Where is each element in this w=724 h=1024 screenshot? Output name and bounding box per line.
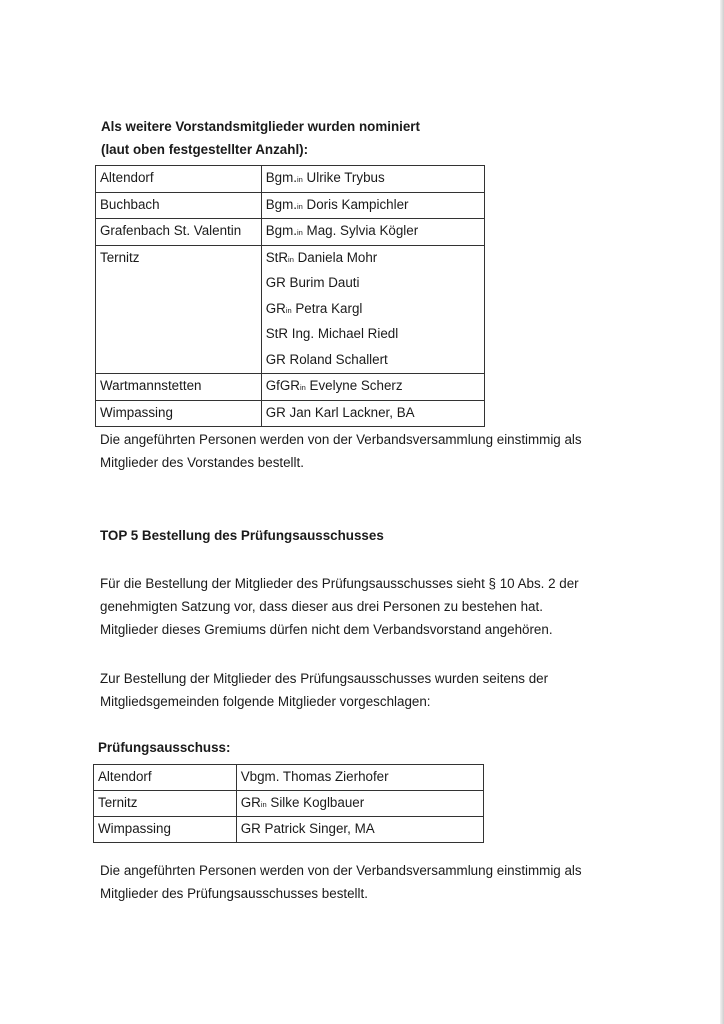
table-row xyxy=(96,192,485,219)
member-title: GfGR xyxy=(265,378,300,393)
gender-index: in xyxy=(299,383,306,392)
scan-edge xyxy=(720,0,724,1024)
member-title: Bgm. xyxy=(265,170,297,185)
member-name xyxy=(266,297,480,323)
table-row xyxy=(96,166,485,193)
top5-paragraph-2: Zur Bestellung der Mitglieder des Prüfungsausschusses wurden seitens der Mitgliedsgemeinden folgende Mitglieder vorgeschlagen: xyxy=(100,671,549,709)
table-row xyxy=(96,245,485,374)
table-row xyxy=(94,791,484,817)
top5-heading: TOP 5 Bestellung des Prüfungsausschusses xyxy=(100,528,384,543)
municipality-cell: Ternitz xyxy=(96,245,262,374)
gender-index: in xyxy=(260,800,267,809)
table-row xyxy=(94,765,484,791)
member-cell xyxy=(261,245,484,374)
municipality-cell: Wimpassing xyxy=(96,400,262,427)
member-cell xyxy=(261,166,484,193)
gender-index: in xyxy=(285,305,292,315)
member-name xyxy=(266,246,480,272)
municipality-cell: Altendorf xyxy=(96,166,262,193)
member-name xyxy=(266,219,480,245)
member-title: StR Ing. Michael Riedl xyxy=(265,326,399,341)
table-row xyxy=(96,374,485,401)
table-row xyxy=(94,817,484,843)
member-cell xyxy=(261,400,484,427)
member-title: GR Roland Schallert xyxy=(265,351,388,367)
member-cell xyxy=(261,192,484,219)
member-cell xyxy=(236,791,483,817)
section-heading-line2: (laut oben festgestellter Anzahl): xyxy=(101,142,309,157)
member-cell xyxy=(261,219,484,246)
member-surname: Daniela Mohr xyxy=(293,249,378,265)
member-title: GR xyxy=(240,795,261,810)
committee-result-text: Die angeführten Personen werden von der Verbandsversammlung einstimmig als Mitglieder des Prüfungsausschusses bestellt. xyxy=(100,863,582,901)
gender-index: in xyxy=(296,228,303,237)
member-name xyxy=(266,322,480,348)
member-surname: Mag. Sylvia Kögler xyxy=(302,223,419,238)
member-title: GR Patrick Singer, MA xyxy=(240,821,375,836)
municipality-cell: Altendorf xyxy=(94,765,237,791)
member-title: Bgm. xyxy=(265,196,297,212)
section-heading-line1: Als weitere Vorstandsmitglieder wurden nominiert xyxy=(101,119,420,134)
committee-table xyxy=(93,764,484,843)
member-name xyxy=(266,166,480,192)
municipality-cell: Wartmannstetten xyxy=(96,374,262,401)
gender-index: in xyxy=(288,254,294,264)
member-surname: Ulrike Trybus xyxy=(302,170,385,185)
committee-heading: Prüfungsausschuss: xyxy=(98,740,231,755)
municipality-cell: Buchbach xyxy=(96,192,262,219)
member-cell xyxy=(261,374,484,401)
board-result-text: Die angeführten Personen werden von der Verbandsversammlung einstimmig als Mitglieder des Vorstandes bestellt. xyxy=(100,432,582,470)
municipality-cell: Grafenbach St. Valentin xyxy=(96,219,262,246)
member-title: GR xyxy=(265,300,286,316)
top5-paragraph-1: Für die Bestellung der Mitglieder des Prüfungsausschusses sieht § 10 Abs. 2 der genehmigten Satzung vor, dass dieser aus drei Personen zu bestehen hat. Mitglieder dieses Gremiums dürfen nicht dem Verbandsvorstand angehören. xyxy=(100,576,579,637)
member-name xyxy=(266,374,480,400)
gender-index: in xyxy=(296,175,303,184)
member-name xyxy=(266,348,480,374)
member-name xyxy=(266,193,480,219)
member-name xyxy=(266,401,480,427)
member-name xyxy=(266,271,480,297)
member-title: GR Burim Dauti xyxy=(265,275,360,290)
member-surname: Evelyne Scherz xyxy=(305,378,403,393)
member-title: Vbgm. Thomas Zierhofer xyxy=(240,769,389,784)
member-title: GR Jan Karl Lackner, BA xyxy=(265,404,415,420)
municipality-cell: Wimpassing xyxy=(94,817,237,843)
member-title: StR xyxy=(265,249,289,265)
board-members-table xyxy=(95,165,485,427)
member-surname: Petra Kargl xyxy=(291,300,363,316)
table-row xyxy=(96,219,485,246)
member-surname: Doris Kampichler xyxy=(302,196,409,212)
member-cell xyxy=(236,765,483,791)
municipality-cell: Ternitz xyxy=(94,791,237,817)
member-title: Bgm. xyxy=(265,223,297,238)
table-row xyxy=(96,400,485,427)
member-cell xyxy=(236,817,483,843)
gender-index: in xyxy=(296,201,303,211)
member-surname: Silke Koglbauer xyxy=(266,795,365,810)
